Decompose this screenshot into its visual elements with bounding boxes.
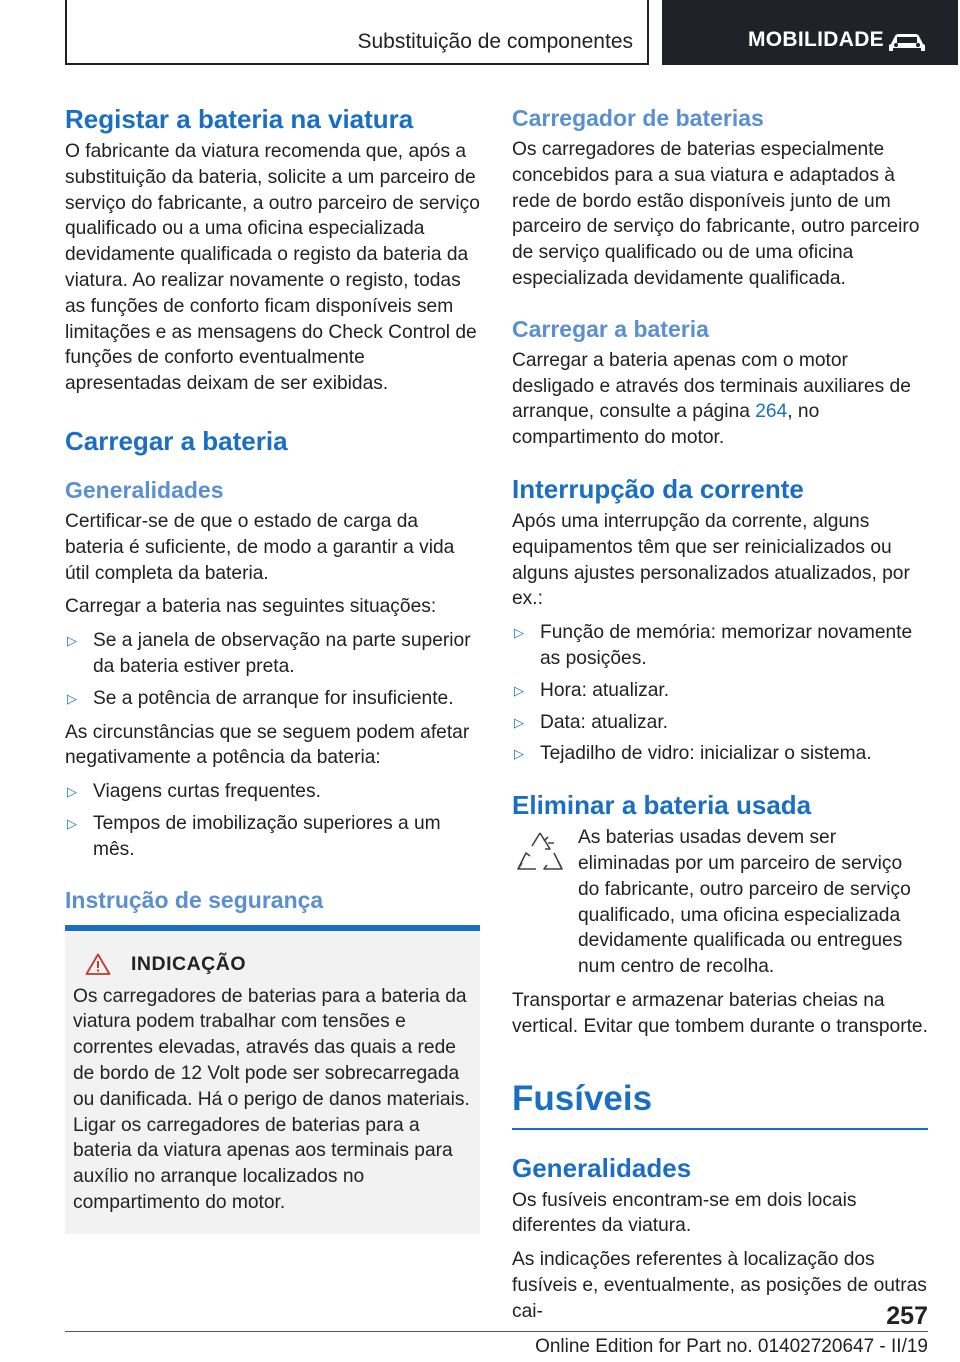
heading-charge-battery-2: Carregar a bateria — [512, 315, 709, 342]
heading-general-2: Generalidades — [512, 1152, 692, 1183]
list-reset-items — [512, 620, 928, 767]
triangle-bullet-icon: ▷ — [514, 682, 524, 698]
paragraph-charger: Os carregadores de baterias especialmente concebidos para a sua viatura e adaptados à rede de bordo estão disponíveis junto de um parceiro de serviço do fabricante, outro parceiro de serviço qualificado ou de uma oficina especializada devidamente qualificada. — [512, 139, 920, 289]
paragraph-dispose-2: Transportar e armazenar baterias cheias na vertical. Evitar que tombem durante o transporte. — [512, 989, 928, 1037]
paragraph-general-3: As circunstâncias que se seguem podem afetar negativamente a potência da bateria: — [65, 721, 470, 769]
paragraph-power: Após uma interrupção da corrente, alguns equipamentos têm que ser reinicializados ou alguns ajustes personalizados atualizados, por ex.: — [512, 510, 910, 610]
heading-general: Generalidades — [65, 476, 224, 503]
heading-charger: Carregador de baterias — [512, 105, 764, 131]
paragraph-fuses-2: As indicações referentes à localização dos fusíveis e, eventualmente, as posições de outras cai- — [512, 1249, 927, 1322]
triangle-bullet-icon: ▷ — [67, 784, 77, 800]
section-title: Substituição de componentes — [357, 30, 633, 53]
right-column — [512, 103, 928, 1333]
triangle-bullet-icon: ▷ — [514, 746, 524, 762]
paragraph-fuses-1: Os fusíveis encontram-se em dois locais diferentes da viatura. — [512, 1189, 857, 1237]
notice-title: INDICAÇÃO — [131, 952, 246, 975]
chapter-tab — [662, 0, 958, 65]
recycle-icon — [514, 829, 566, 879]
list-item: ▷ Se a potência de arranque for insuficiente. — [65, 686, 480, 712]
paragraph-dispose-1: As baterias usadas devem ser eliminadas por um parceiro de serviço do fabricante, outro parceiro de serviço qualificado, uma oficina especializada devidamente qualificada ou entregues num centro de recolha. — [578, 827, 911, 978]
list-item: ▷ Hora: atualizar. — [512, 678, 928, 704]
heading-dispose-battery: Eliminar a bateria usada — [512, 790, 812, 821]
heading-safety: Instrução de segurança — [65, 886, 324, 913]
header-section-box — [65, 0, 649, 65]
list-item: ▷ Tejadilho de vidro: inicializar o sistema. — [512, 741, 928, 767]
triangle-bullet-icon: ▷ — [514, 714, 524, 730]
heading-power-interruption: Interrupção da corrente — [512, 473, 804, 504]
warning-triangle-icon — [85, 953, 111, 975]
notice-text: Os carregadores de baterias para a bateria da viatura podem trabalhar com tensões e correntes elevadas, através das quais a rede de bordo de 12 Volt pode ser sobrecarregada ou danificada. Há o perigo de danos materiais. Ligar os carregadores de baterias para a bateria da viatura apenas aos terminais para auxílio no arranque localizados no compartimento do motor. — [73, 985, 470, 1213]
paragraph-register: O fabricante da viatura recomenda que, após a substituição da bateria, solicite a um parceiro de serviço do fabricante, a outro parceiro de serviço qualificado ou a uma oficina especializada devidamente qualificada o registo da bateria da viatura. Ao realizar novamente o registo, todas as funções de conforto ficam disponíveis sem limitações e as mensagens do Check Control de funções de conforto eventualmente apresentadas deixam de ser exibidas. — [65, 141, 480, 395]
page-number: 257 — [886, 1302, 928, 1330]
heading-register-battery: Registar a bateria na viatura — [65, 104, 414, 134]
list-item: ▷ Se a janela de observação na parte superior da bateria estiver preta. — [67, 630, 471, 677]
list-item: ▷ Tempos de imobilização superiores a um mês. — [67, 812, 441, 860]
notice-box — [65, 931, 480, 1234]
footer-divider — [65, 1331, 928, 1332]
dispose-block — [512, 825, 928, 980]
chapter-label: MOBILIDADE — [748, 28, 884, 51]
list-charge-situations — [65, 628, 480, 711]
list-circumstances — [65, 779, 480, 862]
list-item: ▷ Função de memória: memorizar novamente as posições. — [514, 622, 913, 669]
paragraph-general-2: Carregar a bateria nas seguintes situações: — [65, 596, 437, 618]
triangle-bullet-icon: ▷ — [514, 625, 524, 641]
page-link-264[interactable]: 264 — [755, 401, 788, 423]
list-item: ▷ Data: atualizar. — [512, 710, 928, 736]
paragraph-general-1: Certificar-se de que o estado de carga da bateria é suficiente, de modo a garantir a vida útil completa da bateria. — [65, 510, 455, 584]
footer-edition: Online Edition for Part no. 01402720647 - II/19 — [535, 1336, 928, 1357]
car-icon — [887, 30, 927, 54]
triangle-bullet-icon: ▷ — [67, 633, 77, 649]
triangle-bullet-icon: ▷ — [67, 690, 77, 706]
list-item: ▷ Viagens curtas frequentes. — [65, 779, 480, 805]
paragraph-charge-2: Carregar a bateria apenas com o motor desligado e através dos terminais auxiliares de arranque, consulte a página 264, no compartimento do motor. — [512, 349, 911, 449]
heading-fuses: Fusíveis — [512, 1078, 928, 1130]
triangle-bullet-icon: ▷ — [67, 815, 77, 831]
heading-charge-battery: Carregar a bateria — [65, 425, 288, 456]
left-column — [65, 103, 480, 1234]
